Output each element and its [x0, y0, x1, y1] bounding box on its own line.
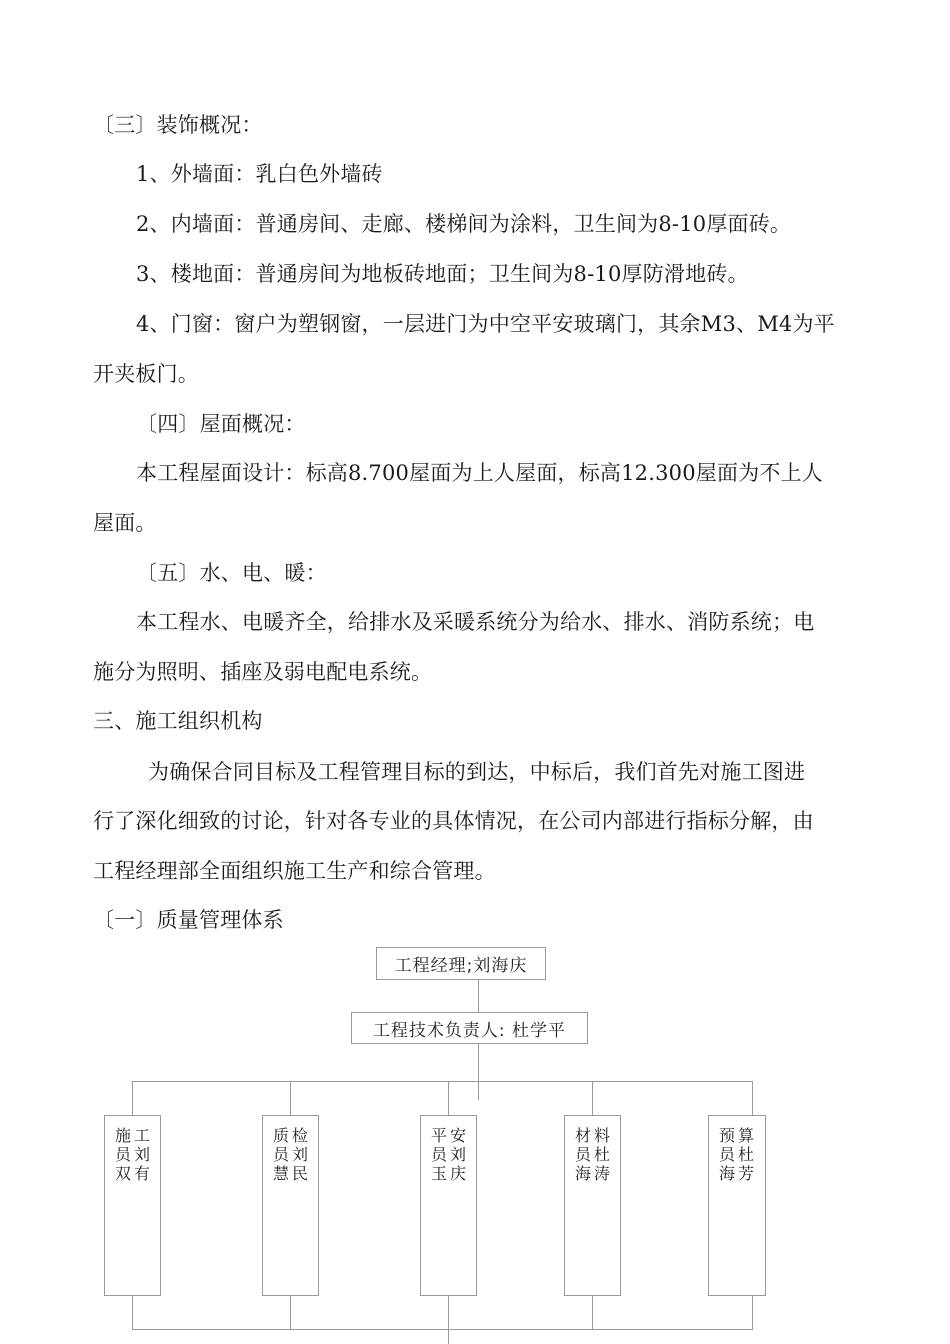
paragraph-exterior-wall: 1、外墙面：乳白色外墙砖 [136, 162, 383, 186]
connector-drop-4 [592, 1081, 593, 1115]
staff-label: 预算员杜海芳 [719, 1126, 758, 1183]
staff-label: 质检员刘慧民 [273, 1126, 312, 1183]
project-manager-label: 工程经理;刘海庆 [394, 956, 528, 976]
paragraph-interior-wall: 2、内墙面：普通房间、走廊、楼梯间为涂料，卫生间为8-10厚面砖。 [136, 212, 792, 236]
section-heading-quality-system: 〔一〕质量管理体系 [93, 908, 284, 932]
org-box-quality-inspector [262, 1115, 319, 1296]
paragraph-organization-cont1: 行了深化细致的讨论，针对各专业的具体情况，在公司内部进行指标分解，由 [93, 809, 814, 833]
section-heading-roof: 〔四〕屋面概况： [136, 412, 306, 436]
section-heading-decoration: 〔三〕装饰概况： [93, 113, 263, 137]
connector-horizontal-bottom [132, 1329, 752, 1330]
connector-bottom-2 [290, 1296, 291, 1330]
paragraph-floor: 3、楼地面：普通房间为地板砖地面；卫生间为8-10厚防滑地砖。 [136, 262, 749, 286]
org-box-project-manager [376, 947, 546, 980]
connector-horizontal-top [132, 1081, 752, 1082]
connector-drop-5 [752, 1081, 753, 1115]
connector-manager-to-tech [478, 979, 479, 1012]
staff-label: 平安员刘玉庆 [431, 1126, 470, 1183]
paragraph-doors-windows: 4、门窗：窗户为塑钢窗，一层进门为中空平安玻璃门，其余M3、M4为平 [136, 312, 835, 336]
connector-tech-down [478, 1044, 479, 1100]
paragraph-organization: 为确保合同目标及工程管理目标的到达，中标后，我们首先对施工图进 [148, 760, 806, 784]
org-box-construction-officer [104, 1115, 161, 1296]
connector-drop-1 [132, 1081, 133, 1115]
connector-drop-3 [448, 1081, 449, 1115]
org-box-budget-officer [708, 1115, 766, 1296]
paragraph-utilities: 本工程水、电暖齐全，给排水及采暖系统分为给水、排水、消防系统；电 [136, 610, 815, 634]
staff-label: 施工员刘双有 [115, 1126, 154, 1183]
paragraph-utilities-cont: 施分为照明、插座及弱电配电系统。 [93, 660, 433, 684]
connector-bottom-3 [448, 1296, 449, 1344]
paragraph-doors-windows-cont: 开夹板门。 [93, 362, 199, 386]
paragraph-roof: 本工程屋面设计：标高8.700屋面为上人屋面，标高12.300屋面为不上人 [136, 461, 823, 485]
connector-bottom-1 [132, 1296, 133, 1330]
staff-label: 材料员杜海涛 [575, 1126, 614, 1183]
paragraph-organization-cont2: 工程经理部全面组织施工生产和综合管理。 [93, 859, 496, 883]
technical-lead-label: 工程技术负责人: 杜学平 [372, 1020, 567, 1041]
paragraph-roof-cont: 屋面。 [93, 511, 157, 535]
org-box-technical-lead [351, 1012, 588, 1044]
section-heading-utilities: 〔五〕水、电、暖： [136, 561, 327, 585]
connector-bottom-5 [752, 1296, 753, 1330]
connector-bottom-4 [592, 1296, 593, 1330]
org-box-safety-officer [420, 1115, 477, 1296]
org-box-materials-officer [564, 1115, 621, 1296]
section-heading-organization: 三、施工组织机构 [93, 709, 263, 733]
connector-drop-2 [290, 1081, 291, 1115]
